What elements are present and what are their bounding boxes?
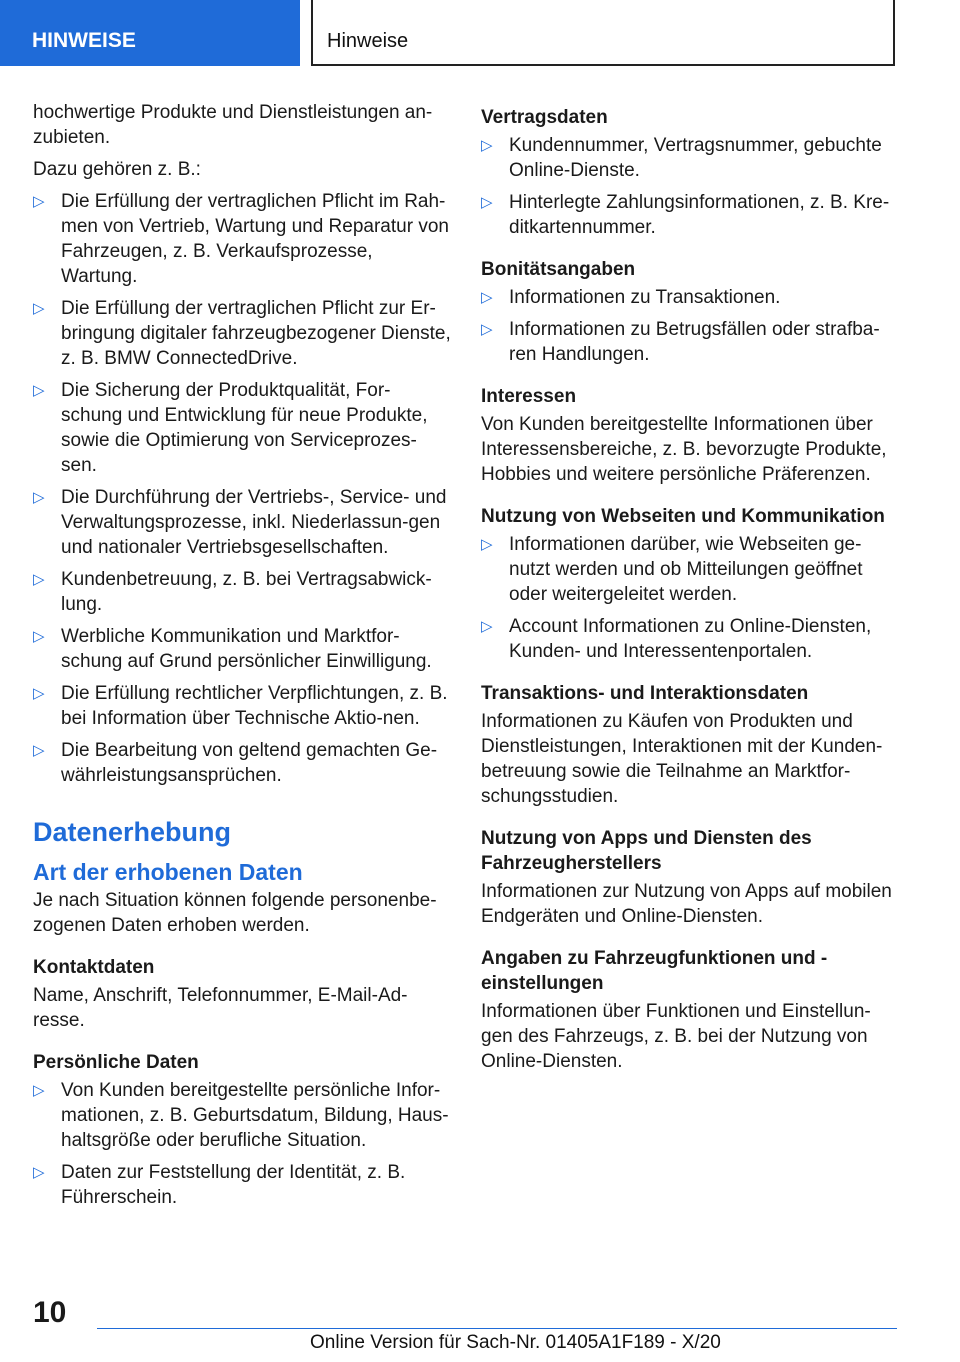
intro-text: hochwertige Produkte und Dienstleistungen an-zubieten. [33, 102, 433, 148]
list-item: ▷ Werbliche Kommunikation und Marktfor-schung auf Grund persönlicher Einwilligung. [33, 626, 432, 672]
transaktion-title: Transaktions- und Interaktionsdaten [481, 683, 809, 704]
list-item: ▷ Die Erfüllung rechtlicher Verpflichtungen, z. B. bei Information über Technische Aktio-nen. [33, 683, 448, 729]
lead-text: Dazu gehören z. B.: [33, 159, 201, 180]
webseiten-title: Nutzung von Webseiten und Kommunikation [481, 506, 885, 527]
footer-text: Online Version für Sach-Nr. 01405A1F189 - X/20 [310, 1332, 721, 1353]
list-item: ▷ Kundenbetreuung, z. B. bei Vertragsabwick-lung. [33, 569, 432, 615]
list-item: ▷ Informationen zu Transaktionen. [481, 287, 781, 308]
fahrzeugfunktionen-title: Angaben zu Fahrzeugfunktionen und -einstellungen [481, 948, 828, 994]
list-item: ▷ Daten zur Feststellung der Identität, z. B. Führerschein. [33, 1162, 406, 1208]
apps-title: Nutzung von Apps und Diensten des Fahrzeugherstellers [481, 828, 812, 874]
bullet-icon: ▷ [33, 193, 45, 210]
vertragsdaten-title: Vertragsdaten [481, 107, 608, 128]
persoenliche-daten-list [33, 1078, 451, 1210]
list-item: ▷ Hinterlegte Zahlungsinformationen, z. B. Kre-ditkartennummer. [481, 192, 890, 238]
list-item: ▷ Von Kunden bereitgestellte persönliche Infor-mationen, z. B. Geburtsdatum, Bildung, Haus-haltsgröße oder berufliche Situation. [33, 1080, 449, 1151]
vertragsdaten-list [481, 133, 901, 240]
webseiten-list [481, 532, 901, 664]
footer-divider [97, 1328, 897, 1329]
section-heading: Datenerhebung [33, 817, 232, 847]
bullet-icon: ▷ [481, 618, 493, 635]
bullet-icon: ▷ [33, 1164, 45, 1181]
bullet-icon: ▷ [481, 194, 493, 211]
list-item: ▷ Die Erfüllung der vertraglichen Pflicht im Rah-men von Vertrieb, Wartung und Reparatur von Fahrzeugen, z. B. Verkaufsprozesse, Wartung. [33, 191, 449, 287]
page-number: 10 [33, 1296, 67, 1329]
bullet-icon: ▷ [33, 489, 45, 506]
list-item: ▷ Informationen darüber, wie Webseiten ge-nutzt werden und ob Mitteilungen geöffnet oder weitergeleitet werden. [481, 534, 863, 605]
bullet-icon: ▷ [33, 628, 45, 645]
list-item: ▷ Die Erfüllung der vertraglichen Pflicht zur Er-bringung digitaler fahrzeugbezogener Dienste, z. B. BMW ConnectedDrive. [33, 298, 451, 369]
persoenliche-daten-title: Persönliche Daten [33, 1052, 199, 1073]
list-item: ▷ Informationen zu Betrugsfällen oder strafba-ren Handlungen. [481, 319, 880, 365]
section-tab: HINWEISE [0, 0, 300, 66]
bullet-icon: ▷ [33, 685, 45, 702]
right-column [481, 100, 901, 1081]
bullet-icon: ▷ [481, 536, 493, 553]
subsection-heading: Art der erhobenen Daten [33, 859, 303, 885]
kontaktdaten-text: Name, Anschrift, Telefonnummer, E-Mail-Ad-resse. [33, 985, 408, 1031]
kontaktdaten-title: Kontaktdaten [33, 957, 155, 978]
bonitaet-list [481, 285, 901, 367]
list-item: ▷ Die Durchführung der Vertriebs-, Service- und Verwaltungsprozesse, inkl. Niederlassun-gen und nationaler Vertriebsgesellschaften. [33, 487, 447, 558]
subsection-text: Je nach Situation können folgende personenbe-zogenen Daten erhoben werden. [33, 890, 437, 936]
interessen-title: Interessen [481, 386, 577, 407]
left-column [33, 100, 451, 1217]
bullet-icon: ▷ [481, 137, 493, 154]
fahrzeugfunktionen-text: Informationen über Funktionen und Einstellun-gen des Fahrzeugs, z. B. bei der Nutzung von Online-Diensten. [481, 1001, 871, 1072]
list-item: ▷ Die Bearbeitung von geltend gemachten Ge-währleistungsansprüchen. [33, 740, 438, 786]
transaktion-text: Informationen zu Käufen von Produkten und Dienstleistungen, Interaktionen mit der Kunden-betreuung sowie die Teilnahme an Marktfor-schungsstudien. [481, 711, 883, 807]
interessen-text: Von Kunden bereitgestellte Informationen über Interessensbereiche, z. B. bevorzugte Produkte, Hobbies und weitere persönliche Präferenzen. [481, 414, 887, 485]
bonitaet-title: Bonitätsangaben [481, 259, 636, 280]
bullet-icon: ▷ [481, 289, 493, 306]
usage-list [33, 189, 451, 788]
bullet-icon: ▷ [33, 742, 45, 759]
bullet-icon: ▷ [481, 321, 493, 338]
list-item: ▷ Die Sicherung der Produktqualität, For-schung und Entwicklung für neue Produkte, sowie die Optimierung von Serviceprozes-sen. [33, 380, 428, 476]
bullet-icon: ▷ [33, 1082, 45, 1099]
bullet-icon: ▷ [33, 571, 45, 588]
list-item: ▷ Kundennummer, Vertragsnummer, gebuchte Online-Dienste. [481, 135, 882, 181]
bullet-icon: ▷ [33, 382, 45, 399]
apps-text: Informationen zur Nutzung von Apps auf mobilen Endgeräten und Online-Diensten. [481, 881, 892, 927]
bullet-icon: ▷ [33, 300, 45, 317]
list-item: ▷ Account Informationen zu Online-Diensten, Kunden- und Interessentenportalen. [481, 616, 872, 662]
page-title: Hinweise [311, 0, 895, 66]
